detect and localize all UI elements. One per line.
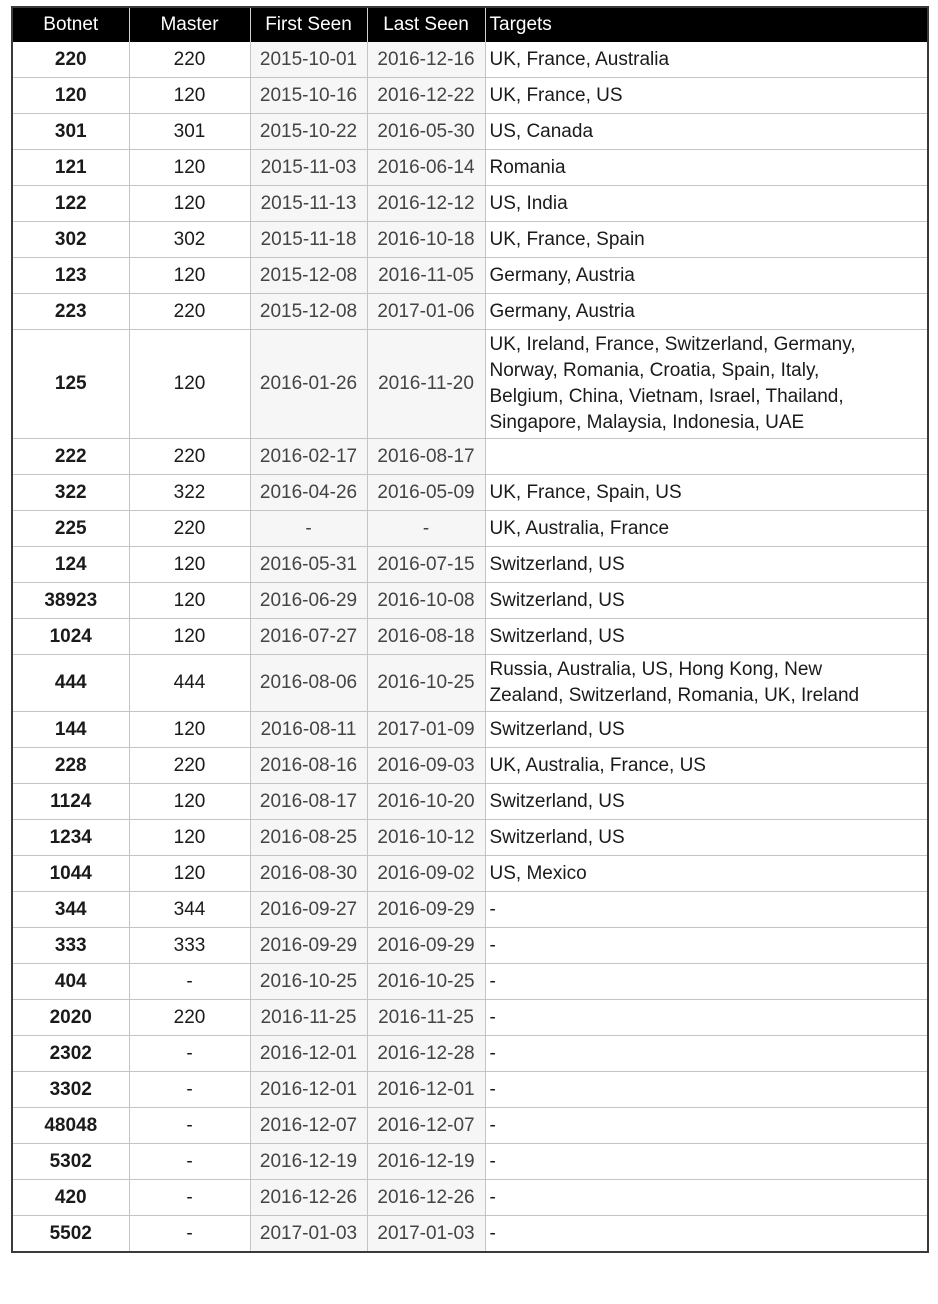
- botnet-cell: 123: [12, 258, 129, 294]
- last-seen-cell: 2016-12-01: [367, 1072, 485, 1108]
- table-row: [12, 784, 928, 820]
- last-seen-cell: 2016-09-03: [367, 748, 485, 784]
- master-cell: -: [129, 1072, 250, 1108]
- botnet-cell: 333: [12, 928, 129, 964]
- last-seen-cell: 2016-05-09: [367, 475, 485, 511]
- table-body: [12, 42, 928, 1252]
- botnet-cell: 344: [12, 892, 129, 928]
- last-seen-cell: 2016-10-25: [367, 655, 485, 712]
- botnet-cell: 122: [12, 186, 129, 222]
- last-seen-cell: 2016-06-14: [367, 150, 485, 186]
- botnet-cell: 220: [54, 48, 87, 70]
- targets-cell: Germany, Austria: [485, 258, 928, 294]
- header-last-seen: Last Seen: [367, 7, 485, 42]
- botnet-cell: 223: [12, 294, 129, 330]
- master-cell: 220: [129, 42, 250, 78]
- master-cell: 220: [129, 511, 250, 547]
- table-row: [12, 712, 928, 748]
- master-cell: 220: [129, 439, 250, 475]
- table-row: [12, 1036, 928, 1072]
- targets-cell: UK, Australia, France: [485, 511, 928, 547]
- botnet-cell: 222: [12, 439, 129, 475]
- master-cell: 444: [129, 655, 250, 712]
- table-row: [12, 330, 928, 439]
- first-seen-cell: 2016-12-07: [250, 1108, 367, 1144]
- first-seen-cell: -: [250, 511, 367, 547]
- targets-cell: -: [485, 1216, 928, 1253]
- table-row: [12, 42, 928, 78]
- master-cell: -: [129, 1180, 250, 1216]
- last-seen-cell: 2016-12-22: [367, 78, 485, 114]
- targets-cell: -: [485, 1180, 928, 1216]
- targets-cell: US, Canada: [485, 114, 928, 150]
- targets-cell: US, Mexico: [485, 856, 928, 892]
- first-seen-cell: 2016-05-31: [250, 547, 367, 583]
- last-seen-cell: 2016-11-20: [367, 330, 485, 439]
- first-seen-cell: 2016-07-27: [250, 619, 367, 655]
- master-cell: 120: [129, 258, 250, 294]
- first-seen-cell: 2016-08-25: [250, 820, 367, 856]
- targets-cell: -: [485, 1108, 928, 1144]
- table-row: [12, 820, 928, 856]
- master-cell: 322: [129, 475, 250, 511]
- master-cell: 220: [129, 1000, 250, 1036]
- table-row: [12, 928, 928, 964]
- master-cell: 302: [129, 222, 250, 258]
- targets-cell: Switzerland, US: [485, 820, 928, 856]
- page: [11, 6, 927, 1253]
- targets-cell: Russia, Australia, US, Hong Kong, New Zealand, Switzerland, Romania, UK, Ireland: [485, 655, 928, 712]
- first-seen-cell: 2015-11-13: [250, 186, 367, 222]
- botnet-cell: 228: [12, 748, 129, 784]
- last-seen-cell: 2016-09-29: [367, 892, 485, 928]
- botnet-cell: 1024: [12, 619, 129, 655]
- table-row: [12, 1144, 928, 1180]
- botnet-cell: 38923: [12, 583, 129, 619]
- master-cell: 301: [129, 114, 250, 150]
- last-seen-cell: 2016-12-19: [367, 1144, 485, 1180]
- first-seen-cell: 2016-08-30: [250, 856, 367, 892]
- last-seen-cell: 2017-01-06: [367, 294, 485, 330]
- targets-cell: -: [485, 1000, 928, 1036]
- first-seen-cell: 2015-11-03: [250, 150, 367, 186]
- last-seen-cell: 2016-12-26: [367, 1180, 485, 1216]
- first-seen-cell: 2015-11-18: [250, 222, 367, 258]
- first-seen-cell: 2015-12-08: [250, 258, 367, 294]
- targets-cell: UK, France, Spain, US: [485, 475, 928, 511]
- targets-cell: -: [485, 1144, 928, 1180]
- table-row: [12, 258, 928, 294]
- first-seen-cell: 2015-10-22: [250, 114, 367, 150]
- targets-cell: Switzerland, US: [485, 583, 928, 619]
- last-seen-cell: 2016-10-08: [367, 583, 485, 619]
- botnet-cell: 301: [12, 114, 129, 150]
- botnet-cell: 5302: [12, 1144, 129, 1180]
- botnet-cell: 124: [12, 547, 129, 583]
- targets-cell: UK, France, Australia: [485, 42, 928, 78]
- table-row: [12, 511, 928, 547]
- last-seen-cell: 2016-12-28: [367, 1036, 485, 1072]
- master-cell: 333: [129, 928, 250, 964]
- header-first-seen: First Seen: [250, 7, 367, 42]
- last-seen-cell: 2016-05-30: [367, 114, 485, 150]
- master-cell: -: [129, 1144, 250, 1180]
- targets-cell: -: [485, 928, 928, 964]
- targets-cell: US, India: [485, 186, 928, 222]
- last-seen-cell: 2016-08-18: [367, 619, 485, 655]
- header-targets: Targets: [485, 7, 928, 42]
- targets-cell: -: [485, 964, 928, 1000]
- first-seen-cell: 2015-12-08: [250, 294, 367, 330]
- targets-cell: [485, 439, 928, 475]
- first-seen-cell: 2016-10-25: [250, 964, 367, 1000]
- master-cell: -: [129, 1036, 250, 1072]
- targets-cell: -: [485, 1036, 928, 1072]
- last-seen-cell: 2016-10-20: [367, 784, 485, 820]
- last-seen-cell: 2016-12-12: [367, 186, 485, 222]
- table-row: [12, 547, 928, 583]
- master-cell: -: [129, 1216, 250, 1253]
- last-seen-cell: 2017-01-03: [367, 1216, 485, 1253]
- botnet-cell: 48048: [12, 1108, 129, 1144]
- first-seen-cell: 2016-12-26: [250, 1180, 367, 1216]
- botnet-cell: 125: [12, 330, 129, 439]
- master-cell: -: [129, 964, 250, 1000]
- master-cell: 120: [129, 330, 250, 439]
- targets-cell: UK, Australia, France, US: [485, 748, 928, 784]
- table-row: [12, 150, 928, 186]
- master-cell: -: [129, 1108, 250, 1144]
- botnet-cell: 444: [12, 655, 129, 712]
- master-cell: 120: [129, 820, 250, 856]
- last-seen-cell: 2016-10-18: [367, 222, 485, 258]
- master-cell: 120: [129, 150, 250, 186]
- master-cell: 220: [129, 294, 250, 330]
- targets-cell: -: [485, 1072, 928, 1108]
- last-seen-cell: 2016-10-25: [367, 964, 485, 1000]
- table-row: [12, 1108, 928, 1144]
- botnet-cell: 2020: [12, 1000, 129, 1036]
- targets-cell: -: [485, 892, 928, 928]
- table-row: [12, 294, 928, 330]
- targets-cell: UK, Ireland, France, Switzerland, Germany, Norway, Romania, Croatia, Spain, Italy, Belgium, China, Vietnam, Israel, Thailand, Singapore, Malaysia, Indonesia, UAE: [485, 330, 928, 439]
- table-row: [12, 186, 928, 222]
- first-seen-cell: 2016-01-26: [250, 330, 367, 439]
- first-seen-cell: 2016-08-16: [250, 748, 367, 784]
- table-row: [12, 655, 928, 712]
- first-seen-cell: 2016-12-01: [250, 1072, 367, 1108]
- botnet-cell: 144: [12, 712, 129, 748]
- master-cell: 120: [129, 619, 250, 655]
- table-row: [12, 1216, 928, 1253]
- master-cell: 120: [129, 856, 250, 892]
- table-row: [12, 583, 928, 619]
- table-row: [12, 1180, 928, 1216]
- last-seen-cell: 2016-11-25: [367, 1000, 485, 1036]
- targets-cell: UK, France, Spain: [485, 222, 928, 258]
- table-row: [12, 78, 928, 114]
- table-row: [12, 1072, 928, 1108]
- first-seen-cell: 2016-04-26: [250, 475, 367, 511]
- targets-cell: Germany, Austria: [485, 294, 928, 330]
- botnet-cell: 1124: [12, 784, 129, 820]
- botnet-cell: 322: [12, 475, 129, 511]
- last-seen-cell: 2016-08-17: [367, 439, 485, 475]
- master-cell: 120: [129, 78, 250, 114]
- botnet-cell: 1044: [12, 856, 129, 892]
- last-seen-cell: 2017-01-09: [367, 712, 485, 748]
- table-row: [12, 1000, 928, 1036]
- first-seen-cell: 2017-01-03: [250, 1216, 367, 1253]
- last-seen-cell: 2016-09-02: [367, 856, 485, 892]
- first-seen-cell: 2016-08-17: [250, 784, 367, 820]
- botnet-cell: 1234: [12, 820, 129, 856]
- botnet-cell: 121: [12, 150, 129, 186]
- first-seen-cell: 2016-09-29: [250, 928, 367, 964]
- botnet-cell: 5502: [12, 1216, 129, 1253]
- table-row: [12, 114, 928, 150]
- first-seen-cell: 2016-12-01: [250, 1036, 367, 1072]
- table-row: [12, 619, 928, 655]
- header-master: Master: [129, 7, 250, 42]
- botnet-cell: 3302: [12, 1072, 129, 1108]
- master-cell: 344: [129, 892, 250, 928]
- last-seen-cell: 2016-12-16: [367, 42, 485, 78]
- last-seen-cell: 2016-10-12: [367, 820, 485, 856]
- master-cell: 120: [129, 712, 250, 748]
- targets-cell: Switzerland, US: [485, 712, 928, 748]
- botnet-cell: 225: [12, 511, 129, 547]
- master-cell: 220: [129, 748, 250, 784]
- first-seen-cell: 2016-08-06: [250, 655, 367, 712]
- first-seen-cell: 2016-11-25: [250, 1000, 367, 1036]
- header-botnet: Botnet: [12, 7, 129, 42]
- table-row: [12, 892, 928, 928]
- first-seen-cell: 2015-10-01: [250, 42, 367, 78]
- botnet-cell: 120: [12, 78, 129, 114]
- targets-cell: Switzerland, US: [485, 784, 928, 820]
- master-cell: 120: [129, 186, 250, 222]
- last-seen-cell: -: [367, 511, 485, 547]
- first-seen-cell: 2016-12-19: [250, 1144, 367, 1180]
- botnet-cell: 302: [12, 222, 129, 258]
- last-seen-cell: 2016-09-29: [367, 928, 485, 964]
- last-seen-cell: 2016-11-05: [367, 258, 485, 294]
- first-seen-cell: 2015-10-16: [250, 78, 367, 114]
- master-cell: 120: [129, 583, 250, 619]
- last-seen-cell: 2016-07-15: [367, 547, 485, 583]
- first-seen-cell: 2016-08-11: [250, 712, 367, 748]
- table-row: [12, 439, 928, 475]
- master-cell: 120: [129, 547, 250, 583]
- targets-cell: UK, France, US: [485, 78, 928, 114]
- first-seen-cell: 2016-09-27: [250, 892, 367, 928]
- master-cell: 120: [129, 784, 250, 820]
- table-row: [12, 222, 928, 258]
- targets-cell: Switzerland, US: [485, 547, 928, 583]
- targets-cell: Romania: [485, 150, 928, 186]
- botnet-cell: 420: [12, 1180, 129, 1216]
- botnet-cell: 404: [12, 964, 129, 1000]
- table-header-row: [12, 7, 928, 42]
- botnet-cell: 2302: [12, 1036, 129, 1072]
- table-row: [12, 475, 928, 511]
- botnet-table: [11, 6, 929, 1253]
- targets-cell: Switzerland, US: [485, 619, 928, 655]
- table-row: [12, 856, 928, 892]
- first-seen-cell: 2016-02-17: [250, 439, 367, 475]
- last-seen-cell: 2016-12-07: [367, 1108, 485, 1144]
- table-row: [12, 964, 928, 1000]
- table-row: [12, 748, 928, 784]
- first-seen-cell: 2016-06-29: [250, 583, 367, 619]
